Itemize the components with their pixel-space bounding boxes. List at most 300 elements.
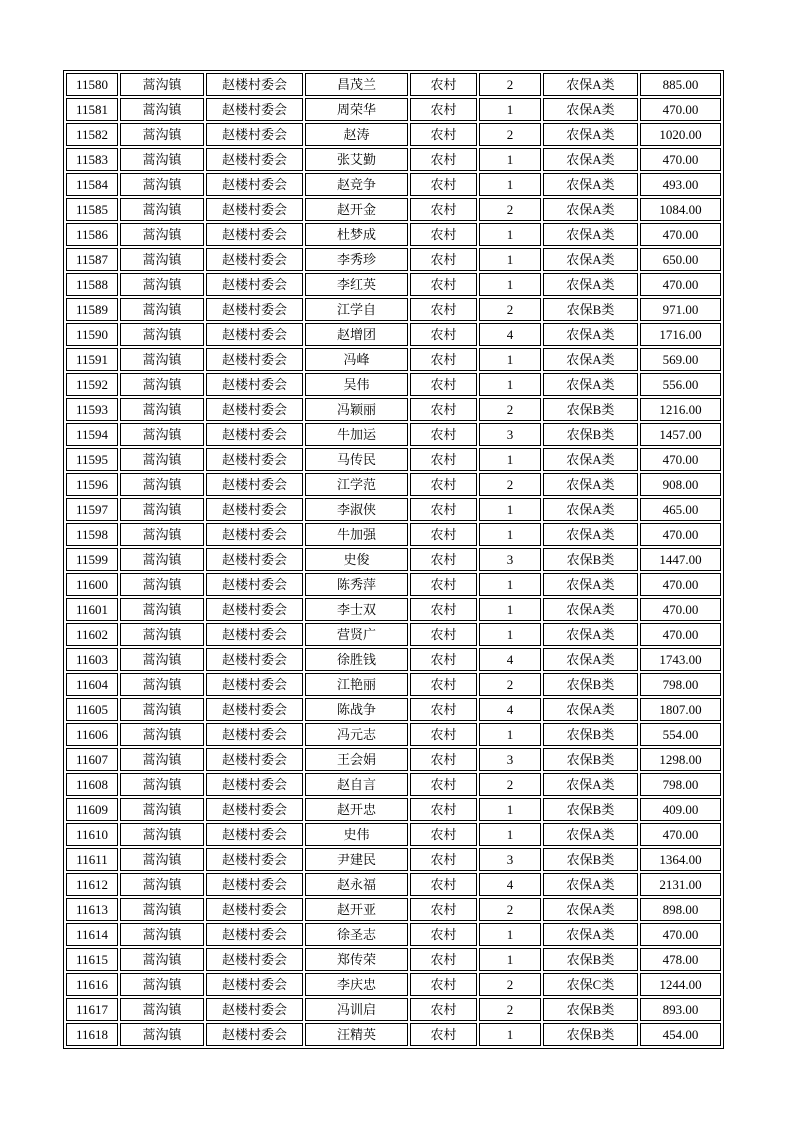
- cell-record-id: 11592: [66, 373, 118, 396]
- cell-residence-type: 农村: [410, 898, 477, 921]
- cell-amount: 798.00: [640, 773, 721, 796]
- cell-residence-type: 农村: [410, 923, 477, 946]
- cell-insurance-category: 农保B类: [543, 398, 638, 421]
- cell-village-committee: 赵楼村委会: [206, 523, 303, 546]
- cell-record-id: 11613: [66, 898, 118, 921]
- cell-residence-type: 农村: [410, 548, 477, 571]
- cell-insurance-category: 农保A类: [543, 598, 638, 621]
- cell-insurance-category: 农保A类: [543, 273, 638, 296]
- cell-record-id: 11589: [66, 298, 118, 321]
- cell-village-committee: 赵楼村委会: [206, 623, 303, 646]
- cell-insurance-category: 农保A类: [543, 473, 638, 496]
- cell-insurance-category: 农保A类: [543, 323, 638, 346]
- cell-amount: 1084.00: [640, 198, 721, 221]
- cell-record-id: 11606: [66, 723, 118, 746]
- table-row: [66, 473, 721, 496]
- cell-person-name: 徐圣志: [305, 923, 408, 946]
- cell-insurance-category: 农保B类: [543, 798, 638, 821]
- cell-residence-type: 农村: [410, 198, 477, 221]
- cell-person-count: 3: [479, 548, 541, 571]
- cell-insurance-category: 农保B类: [543, 423, 638, 446]
- cell-residence-type: 农村: [410, 248, 477, 271]
- cell-person-count: 1: [479, 948, 541, 971]
- cell-village-committee: 赵楼村委会: [206, 598, 303, 621]
- cell-record-id: 11586: [66, 223, 118, 246]
- cell-residence-type: 农村: [410, 123, 477, 146]
- cell-amount: 650.00: [640, 248, 721, 271]
- cell-insurance-category: 农保A类: [543, 173, 638, 196]
- cell-insurance-category: 农保B类: [543, 673, 638, 696]
- cell-residence-type: 农村: [410, 273, 477, 296]
- cell-town: 蒿沟镇: [120, 623, 204, 646]
- cell-person-name: 尹建民: [305, 848, 408, 871]
- cell-person-count: 3: [479, 848, 541, 871]
- cell-insurance-category: 农保A类: [543, 898, 638, 921]
- cell-residence-type: 农村: [410, 498, 477, 521]
- table-row: [66, 448, 721, 471]
- cell-amount: 470.00: [640, 223, 721, 246]
- cell-person-count: 1: [479, 173, 541, 196]
- cell-amount: 893.00: [640, 998, 721, 1021]
- cell-record-id: 11580: [66, 73, 118, 96]
- cell-village-committee: 赵楼村委会: [206, 248, 303, 271]
- cell-insurance-category: 农保A类: [543, 498, 638, 521]
- cell-residence-type: 农村: [410, 323, 477, 346]
- cell-residence-type: 农村: [410, 748, 477, 771]
- cell-person-name: 史俊: [305, 548, 408, 571]
- cell-amount: 1244.00: [640, 973, 721, 996]
- cell-record-id: 11594: [66, 423, 118, 446]
- cell-town: 蒿沟镇: [120, 723, 204, 746]
- cell-person-count: 4: [479, 648, 541, 671]
- cell-person-count: 2: [479, 198, 541, 221]
- cell-amount: 1364.00: [640, 848, 721, 871]
- cell-insurance-category: 农保A类: [543, 348, 638, 371]
- cell-insurance-category: 农保A类: [543, 623, 638, 646]
- cell-town: 蒿沟镇: [120, 298, 204, 321]
- table-row: [66, 948, 721, 971]
- cell-insurance-category: 农保A类: [543, 923, 638, 946]
- cell-residence-type: 农村: [410, 698, 477, 721]
- cell-insurance-category: 农保A类: [543, 698, 638, 721]
- cell-residence-type: 农村: [410, 98, 477, 121]
- cell-residence-type: 农村: [410, 523, 477, 546]
- cell-person-name: 李淑侠: [305, 498, 408, 521]
- cell-record-id: 11608: [66, 773, 118, 796]
- cell-record-id: 11588: [66, 273, 118, 296]
- cell-town: 蒿沟镇: [120, 998, 204, 1021]
- cell-town: 蒿沟镇: [120, 523, 204, 546]
- cell-insurance-category: 农保A类: [543, 73, 638, 96]
- cell-person-name: 赵开忠: [305, 798, 408, 821]
- table-row: [66, 523, 721, 546]
- cell-residence-type: 农村: [410, 798, 477, 821]
- table-row: [66, 123, 721, 146]
- cell-town: 蒿沟镇: [120, 748, 204, 771]
- cell-record-id: 11581: [66, 98, 118, 121]
- table-row: [66, 673, 721, 696]
- cell-residence-type: 农村: [410, 648, 477, 671]
- cell-amount: 1216.00: [640, 398, 721, 421]
- cell-person-count: 4: [479, 873, 541, 896]
- cell-village-committee: 赵楼村委会: [206, 548, 303, 571]
- cell-residence-type: 农村: [410, 173, 477, 196]
- cell-town: 蒿沟镇: [120, 873, 204, 896]
- cell-village-committee: 赵楼村委会: [206, 223, 303, 246]
- cell-amount: 569.00: [640, 348, 721, 371]
- cell-person-name: 牛加运: [305, 423, 408, 446]
- cell-insurance-category: 农保B类: [543, 748, 638, 771]
- cell-town: 蒿沟镇: [120, 973, 204, 996]
- cell-person-count: 2: [479, 398, 541, 421]
- cell-person-count: 1: [479, 348, 541, 371]
- cell-person-name: 汪精英: [305, 1023, 408, 1046]
- cell-person-name: 赵开亚: [305, 898, 408, 921]
- cell-person-name: 徐胜钱: [305, 648, 408, 671]
- cell-residence-type: 农村: [410, 148, 477, 171]
- cell-insurance-category: 农保B类: [543, 848, 638, 871]
- cell-insurance-category: 农保A类: [543, 523, 638, 546]
- cell-amount: 1743.00: [640, 648, 721, 671]
- cell-person-name: 冯峰: [305, 348, 408, 371]
- cell-insurance-category: 农保A类: [543, 373, 638, 396]
- table-row: [66, 898, 721, 921]
- cell-person-name: 李红英: [305, 273, 408, 296]
- cell-person-name: 陈秀萍: [305, 573, 408, 596]
- table-row: [66, 298, 721, 321]
- insurance-payment-table: [63, 70, 724, 1049]
- cell-record-id: 11595: [66, 448, 118, 471]
- table-row: [66, 73, 721, 96]
- cell-record-id: 11610: [66, 823, 118, 846]
- table-row: [66, 348, 721, 371]
- cell-person-name: 赵增团: [305, 323, 408, 346]
- cell-village-committee: 赵楼村委会: [206, 448, 303, 471]
- cell-village-committee: 赵楼村委会: [206, 973, 303, 996]
- cell-residence-type: 农村: [410, 373, 477, 396]
- table-row: [66, 498, 721, 521]
- cell-residence-type: 农村: [410, 873, 477, 896]
- cell-town: 蒿沟镇: [120, 248, 204, 271]
- cell-person-count: 2: [479, 73, 541, 96]
- cell-amount: 470.00: [640, 623, 721, 646]
- cell-amount: 470.00: [640, 448, 721, 471]
- cell-residence-type: 农村: [410, 223, 477, 246]
- table-row: [66, 548, 721, 571]
- cell-village-committee: 赵楼村委会: [206, 423, 303, 446]
- cell-person-name: 周荣华: [305, 98, 408, 121]
- cell-residence-type: 农村: [410, 948, 477, 971]
- cell-insurance-category: 农保A类: [543, 873, 638, 896]
- table-row: [66, 698, 721, 721]
- cell-amount: 493.00: [640, 173, 721, 196]
- cell-residence-type: 农村: [410, 73, 477, 96]
- cell-person-count: 1: [479, 1023, 541, 1046]
- cell-town: 蒿沟镇: [120, 648, 204, 671]
- cell-person-count: 2: [479, 898, 541, 921]
- cell-village-committee: 赵楼村委会: [206, 198, 303, 221]
- cell-village-committee: 赵楼村委会: [206, 673, 303, 696]
- cell-person-name: 赵涛: [305, 123, 408, 146]
- cell-record-id: 11597: [66, 498, 118, 521]
- cell-residence-type: 农村: [410, 598, 477, 621]
- cell-record-id: 11600: [66, 573, 118, 596]
- cell-village-committee: 赵楼村委会: [206, 773, 303, 796]
- cell-person-name: 江学自: [305, 298, 408, 321]
- cell-residence-type: 农村: [410, 823, 477, 846]
- table-row: [66, 873, 721, 896]
- cell-record-id: 11587: [66, 248, 118, 271]
- cell-town: 蒿沟镇: [120, 498, 204, 521]
- insurance-payment-table-body: [66, 73, 721, 1046]
- cell-record-id: 11602: [66, 623, 118, 646]
- cell-person-count: 1: [479, 623, 541, 646]
- table-row: [66, 623, 721, 646]
- cell-town: 蒿沟镇: [120, 448, 204, 471]
- cell-town: 蒿沟镇: [120, 423, 204, 446]
- table-row: [66, 198, 721, 221]
- cell-amount: 885.00: [640, 73, 721, 96]
- cell-insurance-category: 农保A类: [543, 448, 638, 471]
- cell-record-id: 11583: [66, 148, 118, 171]
- cell-insurance-category: 农保B类: [543, 548, 638, 571]
- cell-residence-type: 农村: [410, 973, 477, 996]
- cell-residence-type: 农村: [410, 998, 477, 1021]
- cell-village-committee: 赵楼村委会: [206, 1023, 303, 1046]
- cell-amount: 470.00: [640, 98, 721, 121]
- cell-village-committee: 赵楼村委会: [206, 748, 303, 771]
- cell-amount: 1298.00: [640, 748, 721, 771]
- table-row: [66, 323, 721, 346]
- cell-town: 蒿沟镇: [120, 798, 204, 821]
- cell-town: 蒿沟镇: [120, 898, 204, 921]
- cell-village-committee: 赵楼村委会: [206, 798, 303, 821]
- cell-person-count: 1: [479, 223, 541, 246]
- cell-person-count: 1: [479, 598, 541, 621]
- cell-village-committee: 赵楼村委会: [206, 73, 303, 96]
- cell-record-id: 11604: [66, 673, 118, 696]
- cell-insurance-category: 农保A类: [543, 648, 638, 671]
- cell-village-committee: 赵楼村委会: [206, 498, 303, 521]
- cell-person-count: 1: [479, 798, 541, 821]
- cell-record-id: 11605: [66, 698, 118, 721]
- table-row: [66, 923, 721, 946]
- cell-person-count: 1: [479, 723, 541, 746]
- cell-record-id: 11590: [66, 323, 118, 346]
- cell-town: 蒿沟镇: [120, 1023, 204, 1046]
- cell-village-committee: 赵楼村委会: [206, 98, 303, 121]
- cell-town: 蒿沟镇: [120, 398, 204, 421]
- cell-amount: 1807.00: [640, 698, 721, 721]
- cell-village-committee: 赵楼村委会: [206, 948, 303, 971]
- cell-record-id: 11617: [66, 998, 118, 1021]
- cell-amount: 409.00: [640, 798, 721, 821]
- cell-person-count: 2: [479, 973, 541, 996]
- cell-record-id: 11611: [66, 848, 118, 871]
- cell-amount: 798.00: [640, 673, 721, 696]
- cell-person-name: 赵自言: [305, 773, 408, 796]
- cell-person-count: 1: [479, 273, 541, 296]
- cell-town: 蒿沟镇: [120, 473, 204, 496]
- cell-town: 蒿沟镇: [120, 573, 204, 596]
- cell-amount: 971.00: [640, 298, 721, 321]
- cell-record-id: 11601: [66, 598, 118, 621]
- cell-person-name: 郑传荣: [305, 948, 408, 971]
- cell-person-count: 2: [479, 123, 541, 146]
- cell-person-name: 史伟: [305, 823, 408, 846]
- table-row: [66, 848, 721, 871]
- cell-record-id: 11614: [66, 923, 118, 946]
- table-row: [66, 173, 721, 196]
- cell-person-count: 1: [479, 823, 541, 846]
- cell-town: 蒿沟镇: [120, 348, 204, 371]
- cell-record-id: 11585: [66, 198, 118, 221]
- cell-person-name: 李庆忠: [305, 973, 408, 996]
- cell-insurance-category: 农保A类: [543, 198, 638, 221]
- cell-record-id: 11599: [66, 548, 118, 571]
- cell-person-name: 江学范: [305, 473, 408, 496]
- cell-person-count: 2: [479, 998, 541, 1021]
- cell-amount: 1716.00: [640, 323, 721, 346]
- cell-amount: 470.00: [640, 573, 721, 596]
- cell-record-id: 11615: [66, 948, 118, 971]
- cell-residence-type: 农村: [410, 473, 477, 496]
- cell-village-committee: 赵楼村委会: [206, 698, 303, 721]
- cell-person-name: 赵永福: [305, 873, 408, 896]
- cell-amount: 1457.00: [640, 423, 721, 446]
- table-row: [66, 748, 721, 771]
- cell-person-count: 1: [479, 523, 541, 546]
- cell-person-name: 王会娟: [305, 748, 408, 771]
- cell-residence-type: 农村: [410, 298, 477, 321]
- table-row: [66, 373, 721, 396]
- cell-town: 蒿沟镇: [120, 123, 204, 146]
- cell-amount: 454.00: [640, 1023, 721, 1046]
- cell-village-committee: 赵楼村委会: [206, 873, 303, 896]
- table-row: [66, 573, 721, 596]
- cell-record-id: 11607: [66, 748, 118, 771]
- cell-town: 蒿沟镇: [120, 848, 204, 871]
- cell-town: 蒿沟镇: [120, 223, 204, 246]
- cell-town: 蒿沟镇: [120, 73, 204, 96]
- table-row: [66, 823, 721, 846]
- cell-village-committee: 赵楼村委会: [206, 573, 303, 596]
- cell-person-name: 马传民: [305, 448, 408, 471]
- cell-town: 蒿沟镇: [120, 323, 204, 346]
- cell-insurance-category: 农保C类: [543, 973, 638, 996]
- cell-amount: 898.00: [640, 898, 721, 921]
- cell-insurance-category: 农保A类: [543, 823, 638, 846]
- cell-town: 蒿沟镇: [120, 198, 204, 221]
- cell-person-name: 昌茂兰: [305, 73, 408, 96]
- cell-person-count: 1: [479, 148, 541, 171]
- table-row: [66, 398, 721, 421]
- table-row: [66, 1023, 721, 1046]
- cell-person-name: 营贤广: [305, 623, 408, 646]
- cell-residence-type: 农村: [410, 673, 477, 696]
- cell-village-committee: 赵楼村委会: [206, 273, 303, 296]
- cell-person-name: 冯训启: [305, 998, 408, 1021]
- cell-village-committee: 赵楼村委会: [206, 848, 303, 871]
- cell-residence-type: 农村: [410, 1023, 477, 1046]
- cell-town: 蒿沟镇: [120, 673, 204, 696]
- cell-town: 蒿沟镇: [120, 273, 204, 296]
- cell-amount: 556.00: [640, 373, 721, 396]
- cell-village-committee: 赵楼村委会: [206, 823, 303, 846]
- cell-person-count: 3: [479, 423, 541, 446]
- cell-insurance-category: 农保B类: [543, 723, 638, 746]
- cell-town: 蒿沟镇: [120, 173, 204, 196]
- cell-amount: 470.00: [640, 598, 721, 621]
- cell-person-name: 冯元志: [305, 723, 408, 746]
- cell-village-committee: 赵楼村委会: [206, 723, 303, 746]
- cell-town: 蒿沟镇: [120, 923, 204, 946]
- cell-amount: 478.00: [640, 948, 721, 971]
- cell-person-count: 1: [479, 448, 541, 471]
- table-row: [66, 648, 721, 671]
- cell-person-count: 2: [479, 473, 541, 496]
- cell-amount: 1447.00: [640, 548, 721, 571]
- cell-amount: 465.00: [640, 498, 721, 521]
- table-row: [66, 423, 721, 446]
- cell-residence-type: 农村: [410, 448, 477, 471]
- table-row: [66, 973, 721, 996]
- cell-person-count: 4: [479, 323, 541, 346]
- cell-town: 蒿沟镇: [120, 773, 204, 796]
- cell-town: 蒿沟镇: [120, 698, 204, 721]
- cell-village-committee: 赵楼村委会: [206, 923, 303, 946]
- cell-record-id: 11598: [66, 523, 118, 546]
- cell-town: 蒿沟镇: [120, 148, 204, 171]
- cell-amount: 1020.00: [640, 123, 721, 146]
- cell-record-id: 11596: [66, 473, 118, 496]
- cell-person-count: 3: [479, 748, 541, 771]
- cell-residence-type: 农村: [410, 723, 477, 746]
- cell-person-count: 1: [479, 573, 541, 596]
- cell-person-name: 牛加强: [305, 523, 408, 546]
- cell-record-id: 11591: [66, 348, 118, 371]
- cell-insurance-category: 农保A类: [543, 248, 638, 271]
- cell-residence-type: 农村: [410, 348, 477, 371]
- cell-village-committee: 赵楼村委会: [206, 323, 303, 346]
- cell-amount: 908.00: [640, 473, 721, 496]
- cell-town: 蒿沟镇: [120, 598, 204, 621]
- cell-residence-type: 农村: [410, 848, 477, 871]
- cell-town: 蒿沟镇: [120, 98, 204, 121]
- cell-insurance-category: 农保B类: [543, 1023, 638, 1046]
- cell-insurance-category: 农保A类: [543, 223, 638, 246]
- cell-person-count: 1: [479, 498, 541, 521]
- table-row: [66, 148, 721, 171]
- cell-person-count: 2: [479, 298, 541, 321]
- cell-village-committee: 赵楼村委会: [206, 348, 303, 371]
- cell-town: 蒿沟镇: [120, 948, 204, 971]
- cell-person-count: 4: [479, 698, 541, 721]
- cell-town: 蒿沟镇: [120, 373, 204, 396]
- cell-record-id: 11609: [66, 798, 118, 821]
- cell-village-committee: 赵楼村委会: [206, 398, 303, 421]
- cell-insurance-category: 农保A类: [543, 573, 638, 596]
- cell-village-committee: 赵楼村委会: [206, 148, 303, 171]
- cell-person-name: 陈战争: [305, 698, 408, 721]
- table-row: [66, 98, 721, 121]
- cell-amount: 2131.00: [640, 873, 721, 896]
- cell-village-committee: 赵楼村委会: [206, 898, 303, 921]
- table-row: [66, 273, 721, 296]
- cell-village-committee: 赵楼村委会: [206, 373, 303, 396]
- cell-insurance-category: 农保B类: [543, 998, 638, 1021]
- table-row: [66, 223, 721, 246]
